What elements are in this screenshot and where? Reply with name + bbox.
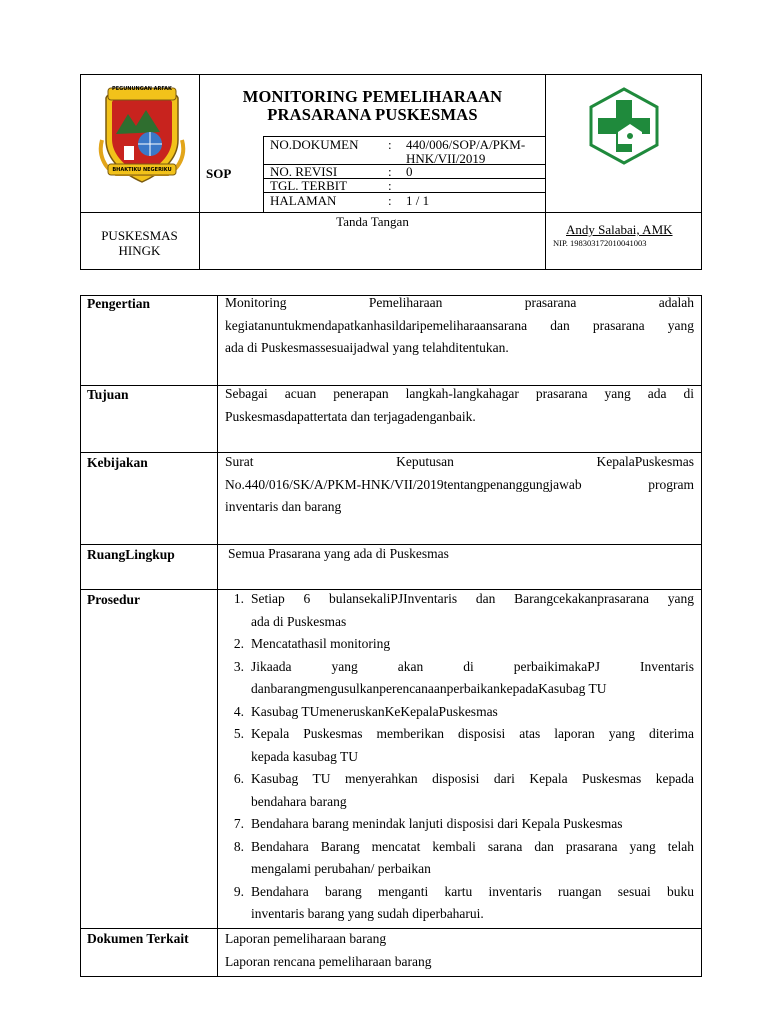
label-dokumen-terkait: Dokumen Terkait — [87, 931, 189, 946]
signer-name: Andy Salabai, AMK — [566, 222, 673, 237]
prosedur-step — [226, 701, 694, 724]
step-number: 3. — [233, 658, 244, 674]
step-line: Mencatathasil monitoring — [251, 636, 391, 651]
meta-sep: : — [388, 178, 392, 193]
dokumen-item: Laporan pemeliharaan barang — [225, 931, 387, 946]
step-line: Bendahara barang menindak lanjuti disposisi dari Kepala Puskesmas — [251, 816, 623, 831]
organization-name — [80, 228, 199, 258]
prosedur-step — [226, 588, 694, 633]
meta-sep: : — [388, 193, 392, 208]
step-line: Jikaada yang akan di perbaikimakaPJ Inventaris — [251, 658, 694, 674]
puskesmas-health-logo — [584, 86, 664, 166]
text-line: ada di Puskesmassesuaijadwal yang telahditentukan. — [225, 340, 509, 355]
sop-label: SOP — [206, 166, 232, 181]
prosedur-step — [226, 723, 694, 768]
meta-key-tgl-terbit: TGL. TERBIT — [270, 178, 348, 193]
label-pengertian: Pengertian — [87, 296, 150, 311]
meta-key-halaman: HALAMAN — [270, 193, 337, 208]
prosedur-step — [226, 881, 694, 926]
signer-nip: NIP. 198303172010041003 — [553, 238, 647, 248]
step-line: Kasubag TU menyerahkan disposisi dari Kepala Puskesmas kepada — [251, 771, 694, 786]
prosedur-step — [226, 813, 694, 836]
text-line: Puskesmasdapattertata dan terjagadenganbaik. — [225, 408, 476, 424]
meta-sep: : — [388, 137, 392, 152]
step-number: 5. — [233, 726, 244, 741]
header-divider — [263, 136, 264, 212]
step-line: kepada kasubag TU — [251, 748, 358, 764]
label-prosedur: Prosedur — [87, 592, 140, 607]
document-title-line2: PRASARANA PUSKESMAS — [267, 105, 478, 124]
document-title-line1: MONITORING PEMELIHARAAN — [242, 87, 503, 106]
step-number: 1. — [233, 591, 244, 606]
prosedur-step — [226, 836, 694, 881]
step-line: inventaris barang yang sudah diperbaharui. — [251, 906, 484, 921]
prosedur-steps — [226, 588, 694, 926]
emblem-banner-text: PEGUNUNGAN ARFAK — [112, 86, 172, 92]
prosedur-step — [226, 633, 694, 656]
organization-line2: HINGK — [118, 243, 161, 258]
signature-label: Tanda Tangan — [336, 214, 409, 229]
step-line: Bendahara Barang mencatat kembali sarana dan prasarana yang telah — [251, 838, 694, 854]
step-line: danbarangmengusulkanperencanaanperbaikankepadaKasubag TU — [251, 681, 607, 696]
text-kebijakan — [225, 451, 694, 519]
prosedur-step — [226, 656, 694, 701]
text-line: No.440/016/SK/A/PKM-HNK/VII/2019tentangpenanggungjawab program — [225, 476, 694, 492]
prosedur-step — [226, 768, 694, 813]
step-line: Kasubag TUmeneruskanKeKepalaPuskesmas — [251, 703, 498, 719]
dokumen-item: Laporan rencana pemeliharaan barang — [225, 953, 432, 969]
text-line: Surat Keputusan KepalaPuskesmas — [225, 454, 694, 469]
text-pengertian — [225, 292, 694, 360]
meta-value-no-dokumen: 440/006/SOP/A/PKM-HNK/VII/2019 — [406, 137, 526, 166]
text-line: Monitoring Pemeliharaan prasarana adalah — [225, 295, 694, 310]
text-tujuan — [225, 383, 694, 428]
step-line: ada di Puskesmas — [251, 613, 347, 629]
step-number: 8. — [233, 838, 244, 854]
step-line: Kepala Puskesmas memberikan disposisi atas laporan yang diterima — [251, 726, 694, 741]
meta-sep: : — [388, 164, 392, 179]
header-divider — [80, 212, 702, 213]
step-number: 2. — [233, 636, 244, 651]
meta-value-no-revisi: 0 — [406, 164, 413, 179]
text-ruang-lingkup: Semua Prasarana yang ada di Puskesmas — [228, 546, 449, 561]
text-line: kegiatanuntukmendapatkanhasildaripemeliharaansarana dan prasarana yang — [225, 317, 694, 333]
list-dokumen-terkait — [225, 928, 694, 973]
step-number: 9. — [233, 883, 244, 899]
label-kebijakan: Kebijakan — [87, 455, 148, 470]
step-number: 7. — [233, 816, 244, 831]
organization-line1: PUSKESMAS — [101, 228, 178, 243]
meta-value-halaman: 1 / 1 — [406, 193, 430, 208]
table-divider — [217, 295, 218, 977]
text-line: Sebagai acuan penerapan langkah-langkahagar prasarana yang ada di — [225, 386, 694, 401]
document-title — [200, 88, 545, 124]
step-line: mengalami perubahan/ perbaikan — [251, 861, 431, 876]
text-line: inventaris dan barang — [225, 499, 342, 514]
meta-key-no-revisi: NO. REVISI — [270, 164, 338, 179]
label-ruang-lingkup: RuangLingkup — [87, 547, 175, 562]
step-line: Bendahara barang menganti kartu inventaris ruangan sesuai buku — [251, 883, 694, 899]
step-number: 6. — [233, 771, 244, 786]
label-tujuan: Tujuan — [87, 387, 129, 402]
step-line: Setiap 6 bulansekaliPJInventaris dan Barangcekakanprasarana yang — [251, 591, 694, 606]
step-line: bendahara barang — [251, 793, 347, 809]
meta-key-no-dokumen: NO.DOKUMEN — [270, 137, 359, 152]
emblem-motto-text: BHAKTIKU NEGERIKU — [112, 167, 172, 173]
header-divider — [545, 74, 546, 270]
step-number: 4. — [233, 703, 244, 719]
